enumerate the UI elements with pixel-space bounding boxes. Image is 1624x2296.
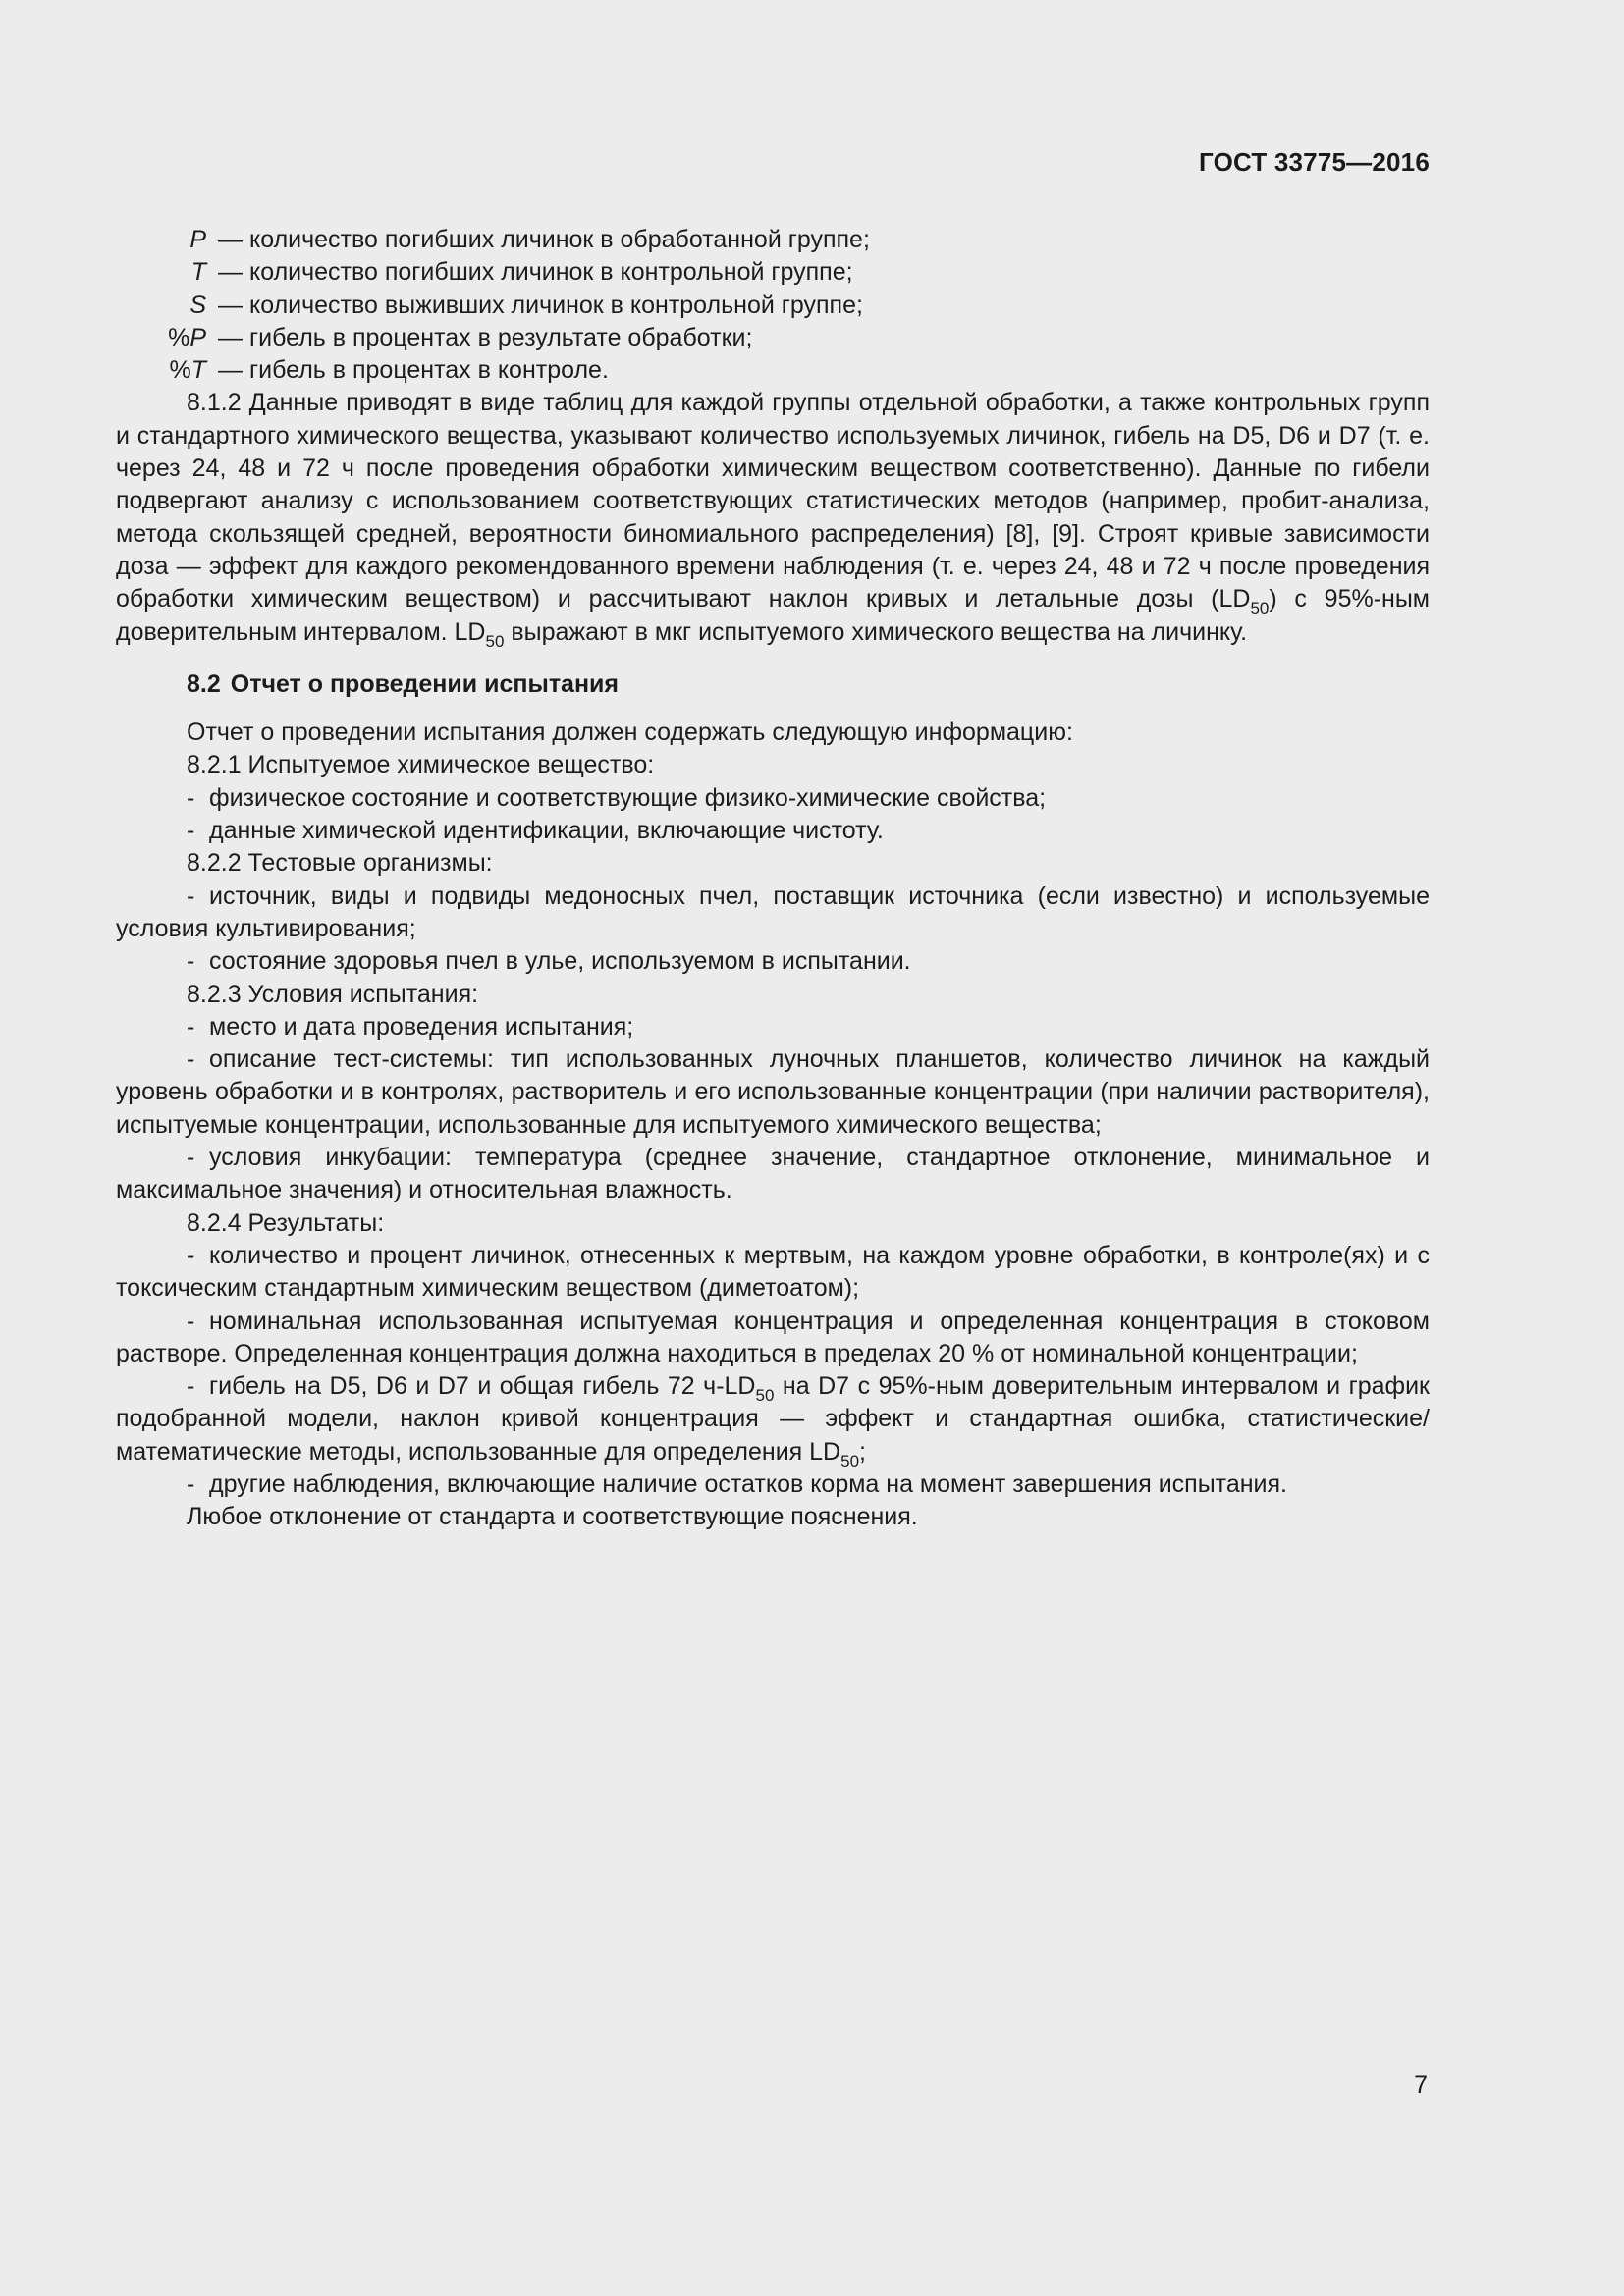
definition-dash: — <box>218 356 243 385</box>
section-title: Отчет о проведении испытания <box>230 669 620 698</box>
section-number: 8.2 <box>187 669 221 698</box>
definition-symbol: S <box>189 291 206 319</box>
list-item: - гибель на D5, D6 и D7 и общая гибель 72 $ч-LD_{50}$ на D7 с 95%-ным доверительным интервалом и график подобранной модели, наклон кривой концентрация — эффект и стандартная ошибка, статистические/математические методы, использованные для определения $LD_{50}$; <box>116 1372 1430 1470</box>
definition-row <box>116 224 1430 256</box>
definitions-list <box>116 224 1430 387</box>
list-item: - состояние здоровья пчел в улье, используемом в испытании. <box>187 947 911 976</box>
definition-symbol: P <box>189 226 206 253</box>
list-item: - источник, виды и подвиды медоносных пчел, поставщик источника (если известно) и используемые условия культивирования; <box>116 881 1430 942</box>
list-item: - номинальная использованная испытуемая концентрация и определенная концентрация в стоковом растворе. Определенная концентрация должна находиться в пределах 20 % от номинальной концентрации; <box>116 1307 1430 1367</box>
closing-paragraph: Любое отклонение от стандарта и соответствующие пояснения. <box>187 1503 918 1531</box>
subsection-heading-8-2-4: 8.2.4 Результаты: <box>187 1208 385 1237</box>
subsection-heading-8-2-2: 8.2.2 Тестовые организмы: <box>187 849 493 878</box>
definition-row <box>116 322 1430 354</box>
list-item: - другие наблюдения, включающие наличие остатков корма на момент завершения испытания. <box>187 1469 1287 1498</box>
report-intro: Отчет о проведении испытания должен содержать следующую информацию: <box>187 719 1073 747</box>
definition-row <box>116 256 1430 289</box>
definition-symbol: %P <box>168 323 206 351</box>
definition-dash: — <box>218 323 243 351</box>
list-item: - физическое состояние и соответствующие физико-химические свойства; <box>187 783 1047 812</box>
list-item: - описание тест-системы: тип использованных луночных планшетов, количество личинок на каждый уровень обработки и в контролях, растворитель и его использованные концентрации (при наличии растворителя), испытуемые концентрации, использованные для испытуемого химического вещества; <box>116 1045 1430 1139</box>
definition-text: количество погибших личинок в обработанной группе; <box>249 226 870 253</box>
definition-text: количество погибших личинок в контрольной группе; <box>249 258 853 287</box>
definition-text: гибель в процентах в результате обработки; <box>249 323 753 351</box>
subsection-heading-8-2-3: 8.2.3 Условия испытания: <box>187 980 479 1008</box>
definition-dash: — <box>218 291 243 319</box>
definition-symbol: T <box>190 258 206 287</box>
definition-row <box>116 354 1430 387</box>
section-heading-8-2 <box>116 668 1430 701</box>
definition-text: количество выживших личинок в контрольной группе; <box>249 291 863 319</box>
list-item: - условия инкубации: температура (среднее значение, стандартное отклонение, минимальное и максимальное значения) и относительная влажность. <box>116 1144 1430 1204</box>
list-item: - место и дата проведения испытания; <box>187 1012 634 1041</box>
definition-dash: — <box>218 258 243 287</box>
definition-text: гибель в процентах в контроле. <box>249 356 609 385</box>
paragraph-8-1-2: 8.1.2 Данные приводят в виде таблиц для каждой группы отдельной обработки, а также контрольных групп и стандартного химического вещества, указывают количество используемых личинок, гибель на D5, D6 и D7 (т. е. через 24, 48 и 72 ч после проведения обработки химическим веществом соответственно). Данные по гибели подвергают анализу с использованием соответствующих статистических методов (например, пробит-анализа, метода скользящей средней, вероятности биномиального распределения) [8], [9]. Строят кривые зависимости доза — эффект для каждого рекомендованного времени наблюдения (т. е. через 24, 48 и 72 ч после проведения обработки химическим веществом) и рассчитывают наклон кривых и летальные дозы $(LD_{50})$ с 95%-ным доверительным интервалом. $LD_{50}$ выражают в мкг испытуемого химического вещества на личинку. <box>116 389 1430 651</box>
definition-dash: — <box>218 226 243 253</box>
subsection-heading-8-2-1: 8.2.1 Испытуемое химическое вещество: <box>187 751 655 779</box>
document-code-header: ГОСТ 33775—2016 <box>1199 147 1430 177</box>
page-body <box>116 224 1430 1534</box>
definition-symbol: %T <box>169 356 206 385</box>
definition-row <box>116 290 1430 322</box>
page-number: 7 <box>1414 2071 1428 2099</box>
list-item: - количество и процент личинок, отнесенных к мертвым, на каждом уровне обработки, в контроле(ях) и с токсическим стандартным химическим веществом (диметоатом); <box>116 1241 1430 1303</box>
list-item: - данные химической идентификации, включающие чистоту. <box>187 817 884 845</box>
